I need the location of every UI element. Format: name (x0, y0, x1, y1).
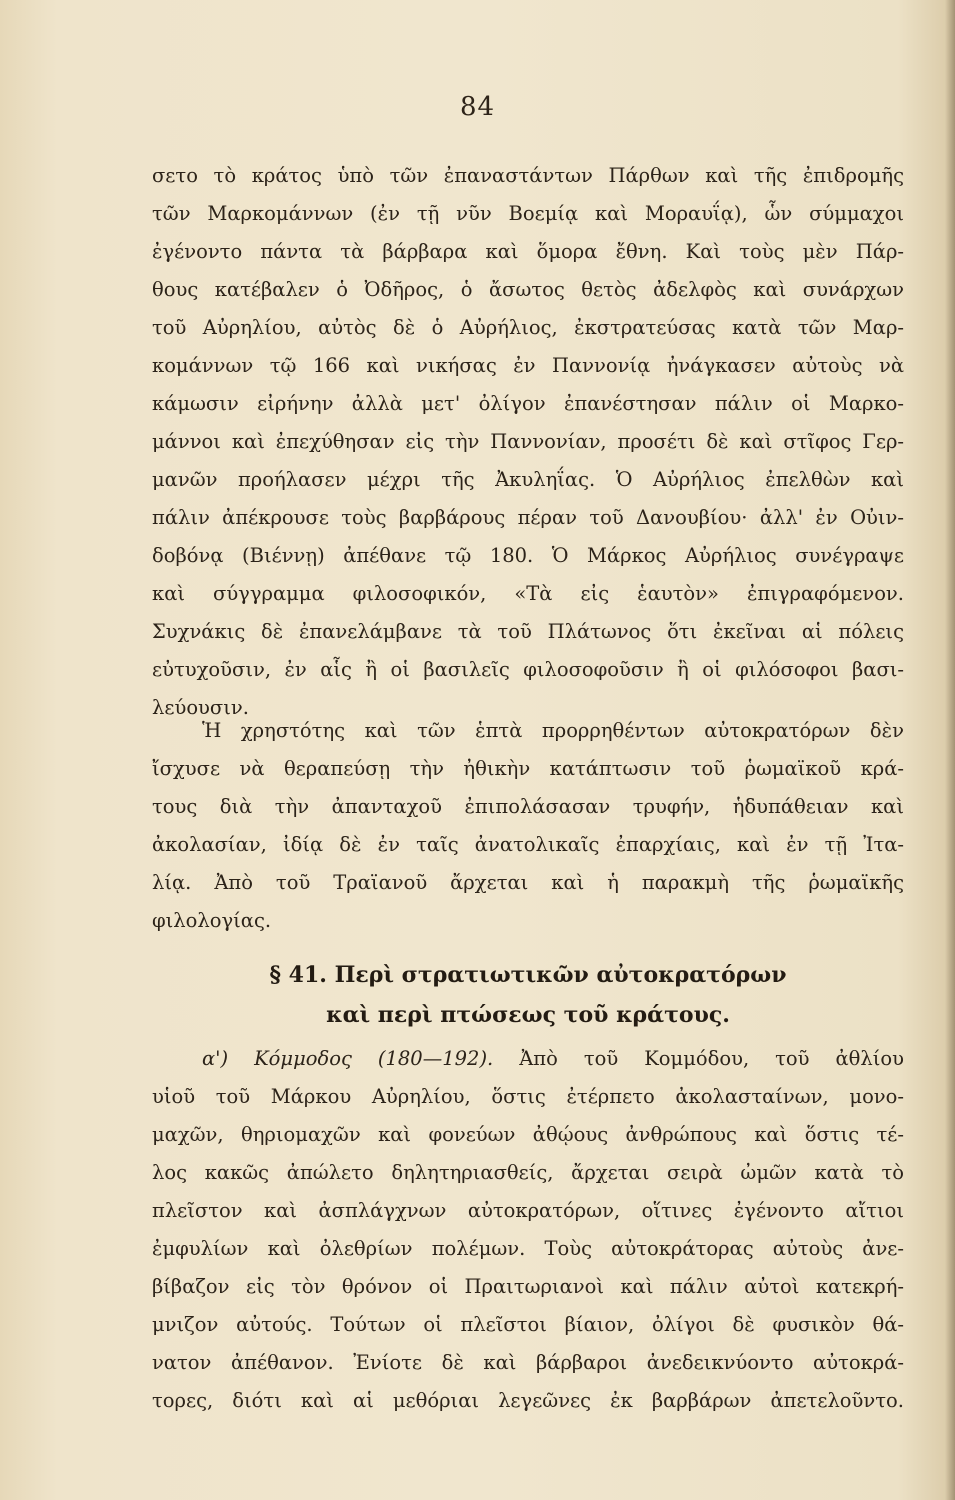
text-line: ἀκολασίαν, ἰδίᾳ δὲ ἐν ταῖς ἀνατολικαῖς ἐπαρχίαις, καὶ ἐν τῇ Ἰτα- (152, 833, 904, 856)
section-heading-line-1: § 41. Περὶ στρατιωτικῶν αὐτοκρατόρων (269, 962, 787, 988)
text-line: κομάννων τῷ 166 καὶ νικήσας ἐν Παννονίᾳ ἠνάγκασεν αὐτοὺς νὰ (152, 354, 904, 377)
section-heading-line-2: καὶ περὶ πτώσεως τοῦ κράτους. (326, 1002, 730, 1028)
paragraph-2 (152, 712, 904, 940)
text-line: δοβόνᾳ (Βιέννῃ) ἀπέθανε τῷ 180. Ὁ Μάρκος Αὐρήλιος συνέγραψε (152, 544, 904, 567)
text-line: μαχῶν, θηριομαχῶν καὶ φονεύων ἀθῴους ἀνθρώπους καὶ ὅστις τέ- (152, 1123, 904, 1146)
text-line: μάννοι καὶ ἐπεχύθησαν εἰς τὴν Παννονίαν, προσέτι δὲ καὶ στῖφος Γερ- (152, 430, 904, 453)
text-line: Συχνάκις δὲ ἐπανελάμβανε τὰ τοῦ Πλάτωνος ὅτι ἐκεῖναι αἱ πόλεις (152, 620, 904, 643)
text-line: εὐτυχοῦσιν, ἐν αἷς ἢ οἱ βασιλεῖς φιλοσοφοῦσιν ἢ οἱ φιλόσοφοι βασι- (152, 658, 904, 681)
text-line: βίβαζον εἰς τὸν θρόνον οἱ Πραιτωριανοὶ καὶ πάλιν αὐτοὶ κατεκρή- (152, 1275, 904, 1298)
text-line: νατον ἀπέθανον. Ἐνίοτε δὲ καὶ βάρβαροι ἀνεδεικνύοντο αὐτοκρά- (152, 1351, 904, 1374)
text-line: πλεῖστον καὶ ἀσπλάγχνων αὐτοκρατόρων, οἵτινες ἐγένοντο αἴτιοι (152, 1199, 904, 1222)
text-line: μανῶν προήλασεν μέχρι τῆς Ἀκυληΐας. Ὁ Αὐρήλιος ἐπελθὼν καὶ (152, 468, 904, 491)
text-span: Ἀπὸ τοῦ Κομμόδου, τοῦ ἀθλίου (493, 1047, 904, 1070)
paragraph-1 (152, 157, 904, 727)
page-number: 84 (459, 92, 496, 122)
text-line: θους κατέβαλεν ὁ Ὀδῆρος, ὁ ἄσωτος θετὸς ἀδελφὸς καὶ συνάρχων (152, 278, 904, 301)
text-line: καὶ σύγγραμμα φιλοσοφικόν, «Τὰ εἰς ἑαυτὸν» ἐπιγραφόμενον. (152, 582, 904, 605)
text-line (152, 1040, 904, 1078)
text-line: ἐγένοντο πάντα τὰ βάρβαρα καὶ ὅμορα ἔθνη. Καὶ τοὺς μὲν Πάρ- (152, 240, 904, 263)
subsection-title: α') Κόμμοδος (180—192). (202, 1047, 494, 1070)
text-line: υἱοῦ τοῦ Μάρκου Αὐρηλίου, ὅστις ἐτέρπετο ἀκολασταίνων, μονο- (152, 1085, 904, 1108)
text-line: λίᾳ. Ἀπὸ τοῦ Τραϊανοῦ ἄρχεται καὶ ἡ παρακμὴ τῆς ῥωμαϊκῆς (152, 871, 904, 894)
text-line: τῶν Μαρκομάννων (ἐν τῇ νῦν Βοεμίᾳ καὶ Μοραυΐᾳ), ὧν σύμμαχοι (152, 202, 904, 225)
text-line: λος κακῶς ἀπώλετο δηλητηριασθείς, ἄρχεται σειρὰ ὠμῶν κατὰ τὸ (152, 1161, 904, 1184)
page-edge-shadow (945, 0, 955, 1500)
text-line: σετο τὸ κράτος ὑπὸ τῶν ἐπαναστάντων Πάρθων καὶ τῆς ἐπιδρομῆς (152, 164, 904, 187)
paragraph-3 (152, 1040, 904, 1420)
text-line: λεύουσιν. (152, 696, 249, 719)
text-line: τους διὰ τὴν ἀπανταχοῦ ἐπιπολάσασαν τρυφήν, ἡδυπάθειαν καὶ (152, 795, 904, 818)
text-line: φιλολογίας. (152, 909, 272, 932)
text-line: πάλιν ἀπέκρουσε τοὺς βαρβάρους πέραν τοῦ Δανουβίου· ἀλλ' ἐν Οὐιν- (152, 506, 904, 529)
section-heading (152, 955, 904, 1035)
text-line: κάμωσιν εἰρήνην ἀλλὰ μετ' ὀλίγον ἐπανέστησαν πάλιν οἱ Μαρκο- (152, 392, 904, 415)
text-line: ἴσχυσε νὰ θεραπεύσῃ τὴν ἠθικὴν κατάπτωσιν τοῦ ῥωμαϊκοῦ κρά- (152, 757, 904, 780)
text-line: μνιζον αὐτούς. Τούτων οἱ πλεῖστοι βίαιον, ὀλίγοι δὲ φυσικὸν θά- (152, 1313, 904, 1336)
text-line: τοῦ Αὐρηλίου, αὐτὸς δὲ ὁ Αὐρήλιος, ἐκστρατεύσας κατὰ τῶν Μαρ- (152, 316, 904, 339)
text-line: ἐμφυλίων καὶ ὀλεθρίων πολέμων. Τοὺς αὐτοκράτορας αὐτοὺς ἀνε- (152, 1237, 904, 1260)
text-line: τορες, διότι καὶ αἱ μεθόριαι λεγεῶνες ἐκ βαρβάρων ἀπετελοῦντο. (152, 1389, 904, 1412)
text-line: Ἡ χρηστότης καὶ τῶν ἑπτὰ προρρηθέντων αὐτοκρατόρων δὲν (202, 719, 904, 742)
